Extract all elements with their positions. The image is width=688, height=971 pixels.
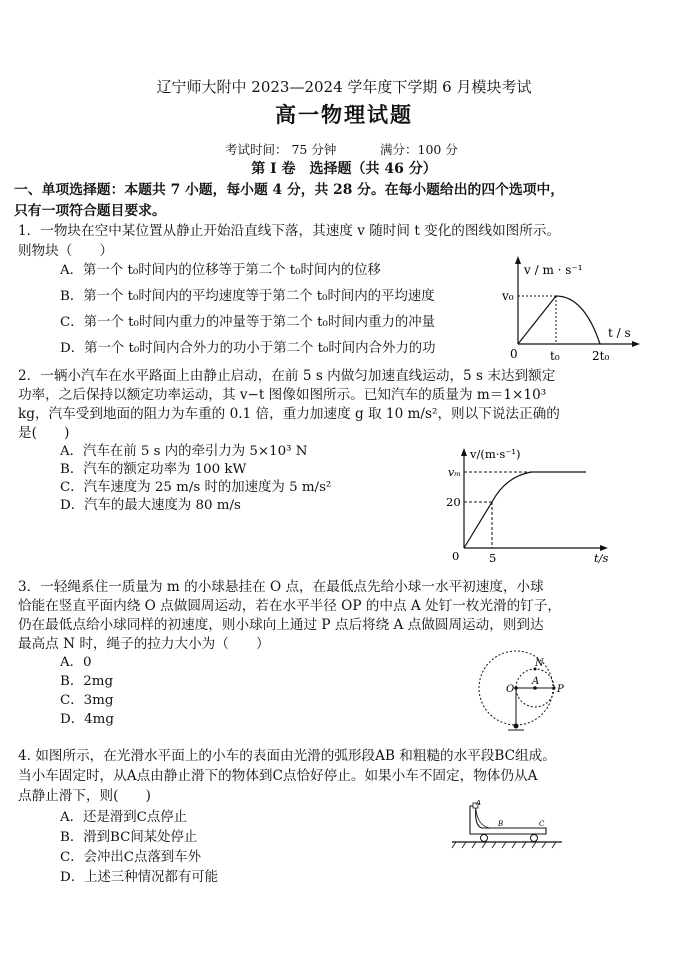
q1-option-c: C．第一个 t₀时间内重力的冲量等于第二个 t₀时间内重力的冲量 (60, 315, 436, 330)
q3-option-c: C．3mg (60, 693, 114, 708)
school-title: 辽宁师大附中 2023—2024 学年度下学期 6 月模块考试 (156, 78, 532, 96)
q2-option-b: B．汽车的额定功率为 100 kW (60, 462, 247, 477)
q1-2t0-tick: 2t₀ (592, 349, 610, 363)
q2-stem-line4: 是( ) (18, 425, 70, 441)
q4-label-c: C (539, 820, 545, 828)
q2-stem-line1: 2．一辆小汽车在水平路面上由静止启动，在前 5 s 内做匀加速直线运动，5 s 末达到额定 (18, 368, 556, 384)
q3-stem-line2: 恰能在竖直平面内绕 O 点做圆周运动，若在水平半径 OP 的中点 A 处钉一枚光滑的钉子， (18, 598, 561, 614)
q1-vt-graph (490, 252, 650, 364)
q2-vm-tick: vₘ (448, 466, 461, 479)
q3-label-p: P (557, 684, 564, 695)
q3-stem-line3: 仍在最低点给小球同样的初速度，则小球向上通过 P 点后将绕 A 点做圆周运动，则到达 (18, 617, 544, 633)
q3-option-a: A．0 (60, 655, 92, 670)
q4-label-a: A (476, 800, 482, 807)
q2-v20-tick: 20 (446, 495, 461, 509)
q4-stem-line3: 点静止滑下，则( ) (18, 788, 151, 804)
q2-option-a: A．汽车在前 5 s 内的牵引力为 5×10³ N (60, 444, 308, 459)
q4-stem-line2: 当小车固定时，从A点由静止滑下的物体到C点恰好停止。如果小车不固定，物体仍从A (18, 768, 538, 784)
q2-option-d: D．汽车的最大速度为 80 m/s (60, 498, 241, 513)
q2-stem-line2: 功率，之后保持以额定功率运动，其 v−t 图像如图所示。已知汽车的质量为 m＝1×10³ (18, 387, 547, 403)
q2-option-c: C．汽车速度为 25 m/s 时的加速度为 5 m/s² (60, 480, 332, 495)
q1-origin-label: 0 (510, 347, 518, 361)
q3-stem-line1: 3．一轻绳系住一质量为 m 的小球悬挂在 O 点，在最低点先给小球一水平初速度，小球 (18, 579, 544, 595)
q3-label-n: N (535, 658, 544, 669)
q2-stem-line3: kg，汽车受到地面的阻力为车重的 0.1 倍，重力加速度 g 取 10 m/s²，则以下说法正确的 (18, 406, 560, 422)
q1-stem-line2: 则物块（ ） (18, 243, 114, 259)
q2-axis-x-label: t/s (594, 551, 609, 565)
q3-option-d: D．4mg (60, 712, 114, 727)
q3-option-b: B．2mg (60, 674, 114, 689)
q1-stem-line1: 1．一物块在空中某位置从静止开始沿直线下落，其速度 v 随时间 t 变化的图线如图所示。 (18, 223, 561, 239)
q4-option-c: C．会冲出C点落到车外 (60, 850, 202, 865)
full-score: 满分：100 分 (380, 142, 458, 157)
q4-option-b: B．滑到BC间某处停止 (60, 830, 198, 845)
q1-v0-tick: v₀ (502, 289, 514, 303)
q1-axis-x-label: t / s (608, 326, 631, 340)
q1-option-a: A．第一个 t₀时间内的位移等于第二个 t₀时间内的位移 (60, 263, 381, 278)
section-heading-line2: 只有一项符合题目要求。 (14, 203, 166, 219)
q3-label-a: A (532, 676, 540, 687)
subject-title: 高一物理试题 (275, 102, 413, 127)
q2-t5-tick: 5 (489, 551, 497, 565)
q2-axis-y-label: v/(m·s⁻¹) (470, 447, 521, 461)
volume-title: 第 I 卷 选择题（共 46 分） (251, 161, 437, 177)
q1-option-b: B．第一个 t₀时间内的平均速度等于第二个 t₀时间内的平均速度 (60, 289, 435, 304)
q2-vt-graph (440, 444, 620, 568)
q4-option-a: A．还是滑到C点停止 (60, 810, 188, 825)
q3-label-o: O (506, 684, 515, 695)
q1-option-d: D．第一个 t₀时间内合外力的功小于第二个 t₀时间内合外力的功 (60, 341, 436, 356)
q4-label-b: B (498, 820, 504, 828)
exam-time: 考试时间： 75 分钟 (225, 142, 337, 157)
q2-origin-label: 0 (452, 549, 460, 563)
q1-t0-tick: t₀ (550, 349, 560, 363)
q4-option-d: D．上述三种情况都有可能 (60, 870, 219, 885)
q4-cart-diagram (446, 800, 568, 854)
q1-axis-y-label: v / m · s⁻¹ (524, 263, 583, 277)
section-heading-line1: 一、单项选择题：本题共 7 小题，每小题 4 分，共 28 分。在每小题给出的四个选项中， (14, 182, 565, 198)
q4-stem-line1: 4. 如图所示，在光滑水平面上的小车的表面由光滑的弧形段AB 和粗糙的水平段BC组成。 (18, 748, 556, 764)
q3-circle-diagram (466, 642, 616, 754)
q3-stem-line4: 最高点 N 时，绳子的拉力大小为（ ） (18, 636, 270, 652)
